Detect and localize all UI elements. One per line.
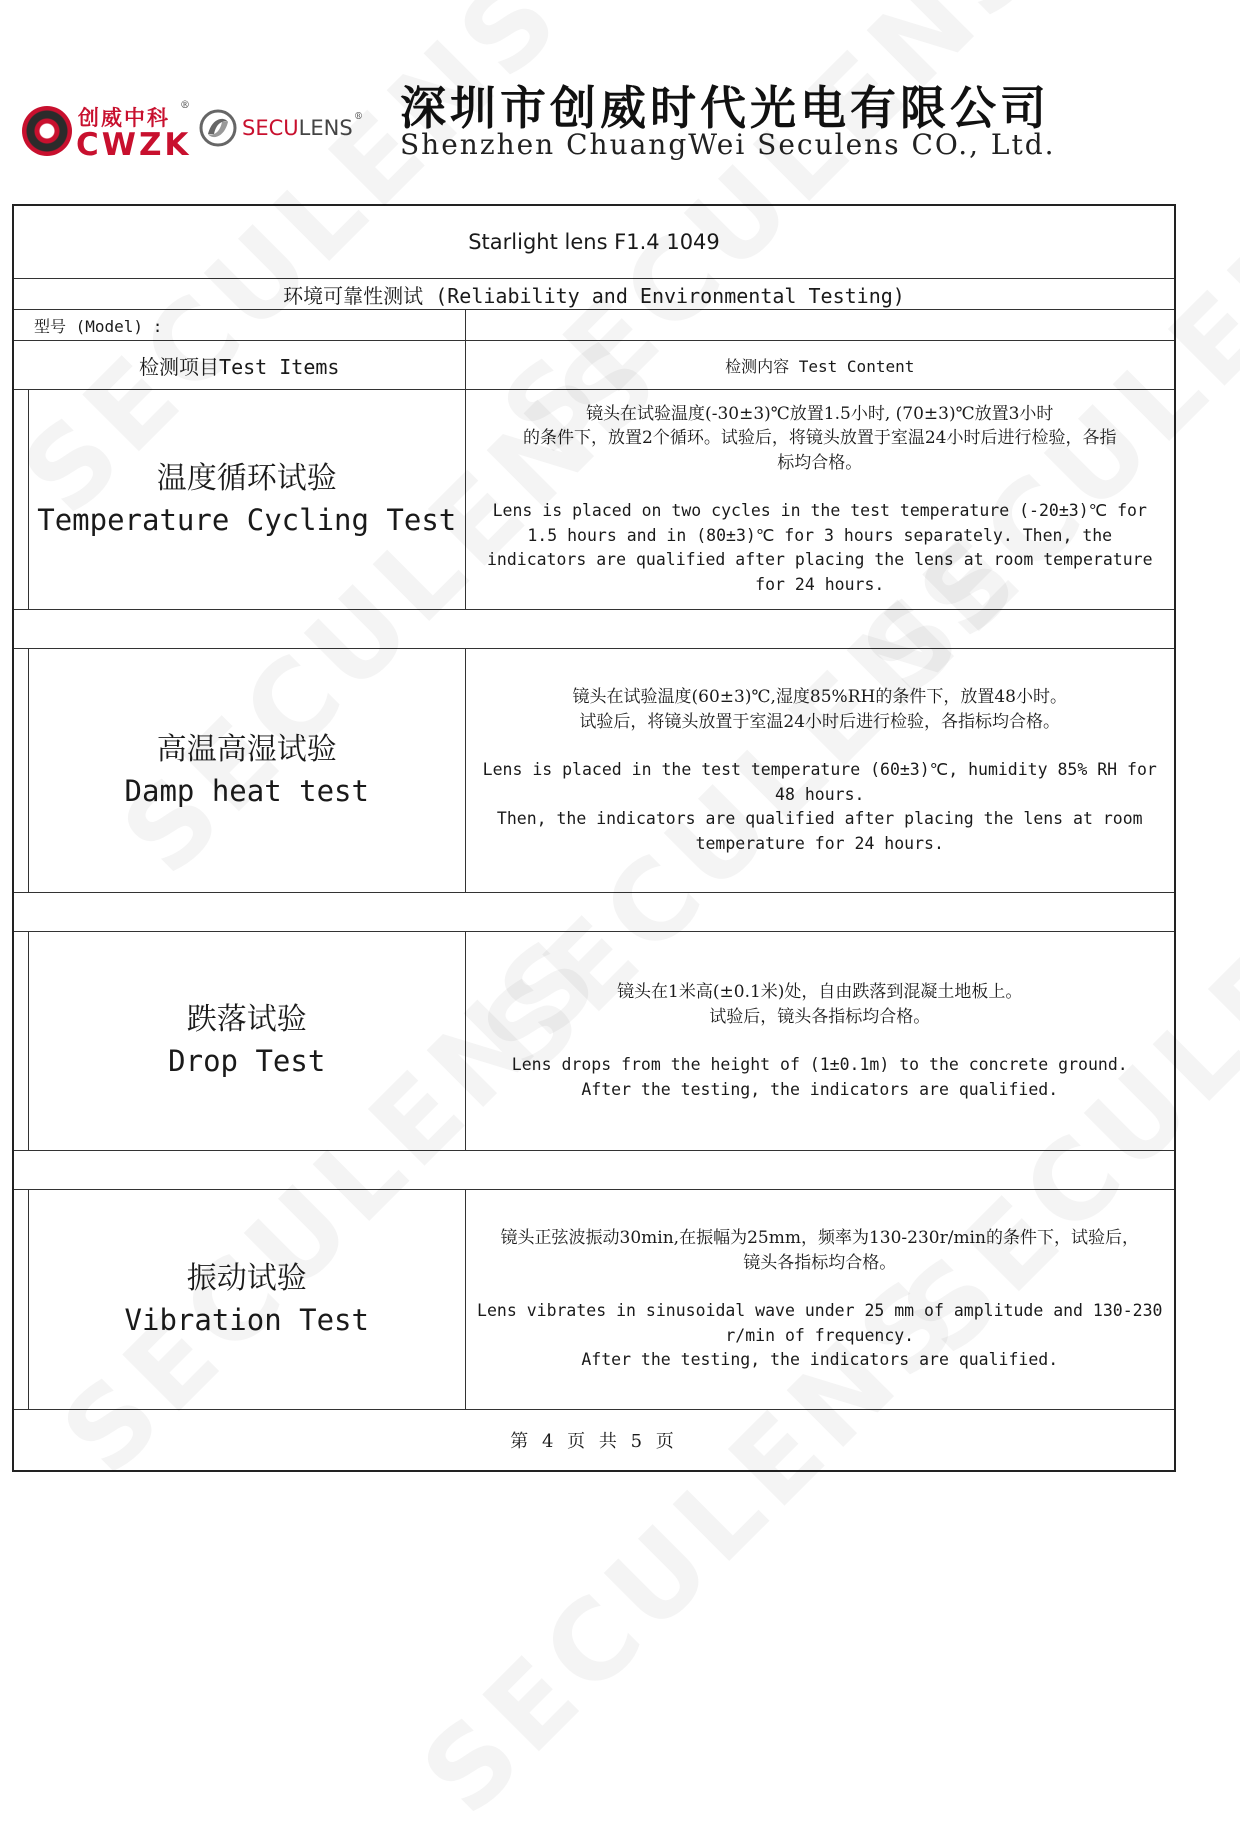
test-name-en: Temperature Cycling Test — [37, 502, 457, 537]
content-line-cn: 试验后，将镜头放置于室温24小时后进行检验，各指标均合格。 — [579, 711, 1061, 732]
test-item-cell — [13, 932, 465, 1151]
test-content-cell — [465, 649, 1175, 893]
company-name-cn: 深圳市创威时代光电有限公司 — [400, 81, 1050, 135]
test-report-table — [12, 204, 1176, 1472]
spacer-row — [13, 1151, 1175, 1190]
table-row — [13, 390, 1175, 610]
company-name-en: Shenzhen ChuangWei Seculens CO., Ltd. — [400, 128, 1056, 161]
model-value — [465, 310, 1175, 341]
test-name-cn: 跌落试验 — [186, 1002, 307, 1037]
product-title: Starlight lens F1.4 1049 — [13, 205, 1175, 279]
cwzk-logo — [22, 100, 192, 163]
cwzk-lens-icon — [22, 106, 72, 156]
table-row — [13, 932, 1175, 1151]
test-item-cell — [13, 649, 465, 893]
letterhead — [0, 0, 1240, 190]
table-row — [13, 1190, 1175, 1410]
spacer-row — [13, 893, 1175, 932]
column-header-items: 检测项目Test Items — [13, 341, 465, 390]
content-line-en: Lens is placed on two cycles in the test temperature (-20±3)℃ for — [492, 501, 1147, 521]
content-line-en: indicators are qualified after placing the lens at room temperature — [486, 550, 1153, 570]
content-line-cn: 镜头在1米高(±0.1米)处，自由跌落到混凝土地板上。 — [617, 982, 1023, 1002]
registered-mark-icon: ® — [180, 100, 190, 111]
section-title: 环境可靠性测试 (Reliability and Environmental Testing) — [13, 279, 1175, 310]
content-line-en: temperature for 24 hours. — [695, 833, 944, 853]
model-label: 型号 (Model) : — [13, 310, 465, 341]
content-line-en: Lens is placed in the test temperature (60±3)℃, humidity 85% RH for — [482, 760, 1157, 779]
content-line-en: 1.5 hours and in (80±3)℃ for 3 hours separately. Then, the — [527, 525, 1113, 545]
content-line-cn: 镜头各指标均合格。 — [743, 1252, 897, 1273]
content-line-en: 48 hours. — [775, 784, 865, 804]
seculens-logo — [198, 104, 368, 154]
test-item-cell — [13, 1190, 465, 1410]
content-line-en: Then, the indicators are qualified after placing the lens at room — [496, 809, 1143, 828]
content-line-en: After the testing, the indicators are qualified. — [581, 1350, 1059, 1370]
content-line-en: r/min of frequency. — [725, 1325, 915, 1345]
content-line-en: After the testing, the indicators are qualified. — [581, 1079, 1059, 1099]
test-item-cell — [13, 390, 465, 610]
test-name-en: Drop Test — [168, 1044, 326, 1078]
test-content-cell — [465, 1190, 1175, 1410]
content-line-cn: 标均合格。 — [777, 452, 863, 473]
cwzk-logo-en: CWZK — [76, 127, 192, 163]
cwzk-logo-cn: 创威中科 — [78, 105, 170, 130]
test-content-cell — [465, 932, 1175, 1151]
content-line-en: Lens drops from the height of (1±0.1m) to the concrete ground. — [511, 1055, 1128, 1074]
page-number: 第 4 页 共 5 页 — [13, 1410, 1175, 1472]
content-line-cn: 镜头在试验温度(-30±3)℃放置1.5小时, (70±3)℃放置3小时 — [586, 403, 1054, 424]
content-line-cn: 镜头在试验温度(60±3)℃,湿度85%RH的条件下，放置48小时。 — [572, 687, 1067, 707]
registered-mark-icon: ® — [354, 112, 363, 122]
test-name-cn: 温度循环试验 — [156, 460, 337, 496]
content-line-en: for 24 hours. — [755, 574, 885, 594]
content-line-en: Lens vibrates in sinusoidal wave under 25 mm of amplitude and 130-230 — [477, 1301, 1163, 1321]
seculens-logo-text: SECULENS — [242, 116, 353, 140]
test-content-cell — [465, 390, 1175, 610]
table-row — [13, 649, 1175, 893]
content-line-cn: 试验后，镜头各指标均合格。 — [709, 1006, 931, 1027]
spacer-row — [13, 610, 1175, 649]
content-line-cn: 镜头正弦波振动30min,在振幅为25mm，频率为130-230r/min的条件下，试验后， — [500, 1228, 1139, 1249]
test-name-cn: 振动试验 — [186, 1260, 307, 1296]
test-name-en: Vibration Test — [124, 1302, 369, 1337]
column-header-content: 检测内容 Test Content — [465, 341, 1175, 390]
seculens-swirl-icon — [198, 108, 238, 148]
content-line-cn: 的条件下，放置2个循环。试验后，将镜头放置于室温24小时后进行检验，各指 — [523, 428, 1117, 449]
test-name-en: Damp heat test — [124, 773, 369, 808]
test-name-cn: 高温高湿试验 — [156, 731, 337, 767]
